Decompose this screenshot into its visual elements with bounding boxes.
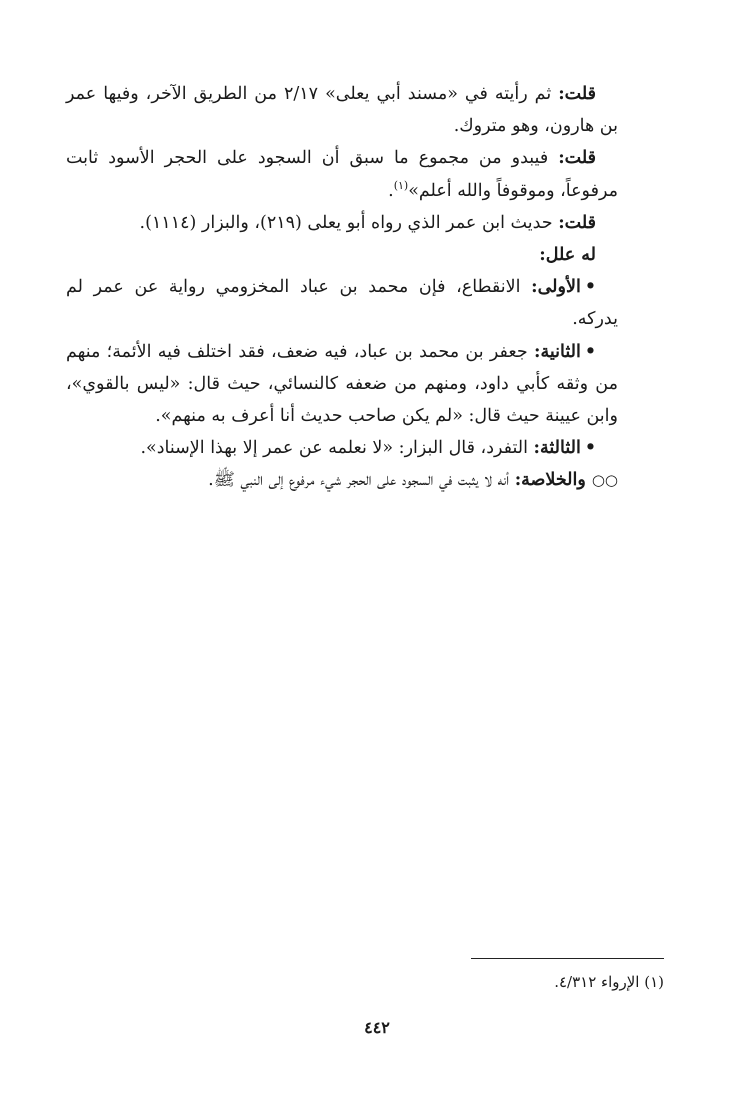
main-text xyxy=(66,78,618,497)
footnote-reference: (١) xyxy=(393,178,409,192)
double-ring-icon: ○○ xyxy=(591,471,618,490)
bullet-icon: • xyxy=(584,277,596,298)
bullet-icon: • xyxy=(584,341,596,362)
paragraph-text: حديث ابن عمر الذي رواه أبو يعلى (٢١٩)، والبزار (١١١٤). xyxy=(139,212,559,233)
paragraph-label: والخلاصة: xyxy=(514,470,586,491)
heading-illal xyxy=(66,239,618,271)
paragraph-label: قلت: xyxy=(558,212,596,233)
footnote-divider xyxy=(471,958,664,959)
paragraph-text: فيبدو من مجموع ما سبق أن السجود على الحجر الأسود ثابت مرفوعاً، وموقوفاً والله أعلم» xyxy=(66,148,618,201)
paragraph-label: قلت: xyxy=(558,84,597,104)
paragraph-label: الثالثة: xyxy=(533,438,581,459)
paragraph-text: ثم رأيته في «مسند أبي يعلى» ٢/١٧ من الطريق الآخر، وفيها عمر بن هارون، وهو متروك. xyxy=(66,84,618,137)
paragraph-tail: . xyxy=(388,180,394,201)
paragraph-text: التفرد، قال البزار: «لا نعلمه عن عمر إلا بهذا الإسناد». xyxy=(140,438,534,459)
paragraph-label: قلت: xyxy=(558,148,596,169)
paragraph-summary xyxy=(66,464,618,496)
paragraph-text: أنه لا يثبت في السجود على الحجر شيء مرفوع إلى النبي ﷺ. xyxy=(208,470,515,491)
paragraph-label: الأولى: xyxy=(531,277,581,298)
footnote: (١) الإرواء ٤/٣١٢. xyxy=(554,973,664,991)
paragraph-conclusion-sujood xyxy=(66,142,618,206)
paragraph-label: الثانية: xyxy=(534,341,581,362)
paragraph-second-defect xyxy=(66,336,618,433)
paragraph-first-defect xyxy=(66,271,618,335)
bullet-icon: • xyxy=(584,438,596,459)
paragraph-hadith-ibn-umar xyxy=(66,207,618,239)
paragraph-third-defect xyxy=(66,432,618,464)
paragraph-text: جعفر بن محمد بن عباد، فيه ضعف، فقد اختلف فيه الأئمة؛ منهم من وثقه كأبي داود، ومنهم من ضعفه كالنسائي، حيث قال: «ليس بالقوي»، وابن عيينة حيث قال: «لم يكن صاحب حديث أنا أعرف به منهم». xyxy=(66,341,618,427)
section-heading: له علل: xyxy=(539,245,596,266)
paragraph-text: الانقطاع، فإن محمد بن عباد المخزومي رواية عن عمر لم يدركه. xyxy=(66,277,618,330)
page-number: ٤٤٢ xyxy=(364,1018,390,1037)
paragraph-musnad-abi-yala xyxy=(66,78,618,142)
